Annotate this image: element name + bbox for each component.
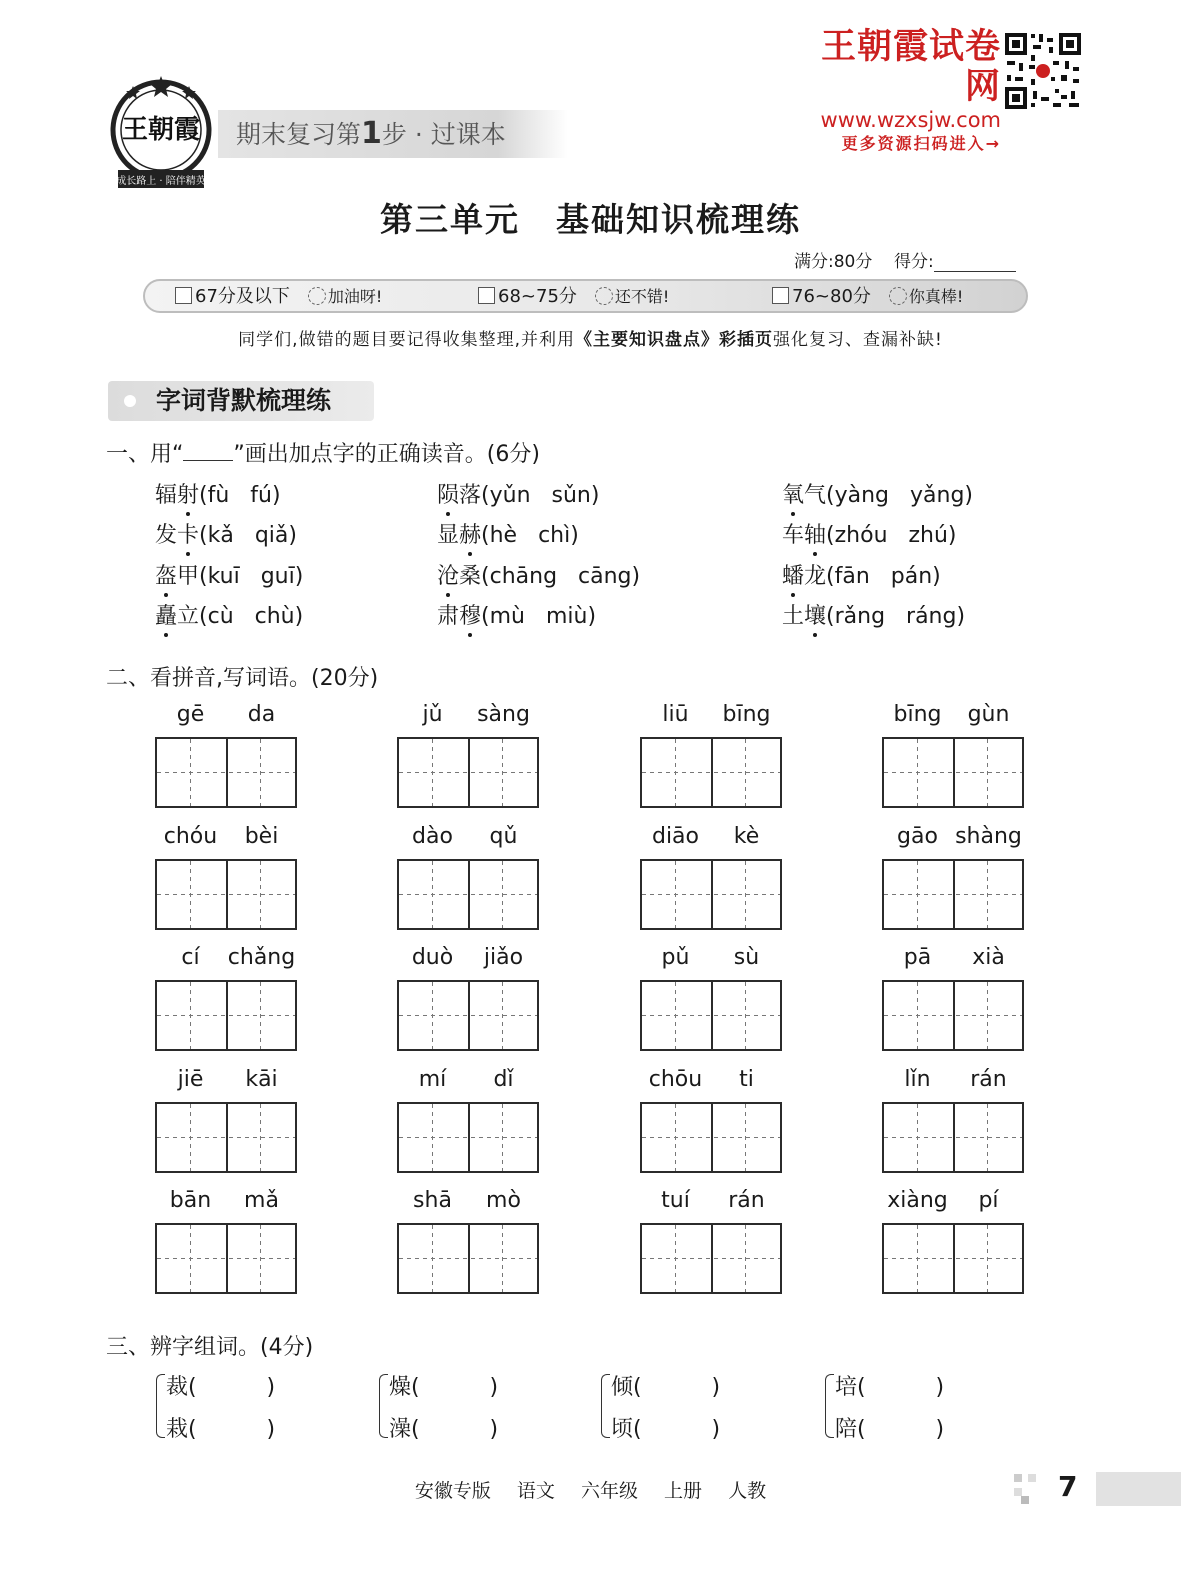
pinyin-syllable: sàng	[477, 702, 530, 727]
pinyin-syllable: ti	[739, 1067, 754, 1092]
pinyin-syllable: jiǎo	[483, 945, 524, 970]
reading-item	[782, 518, 957, 549]
pinyin-syllable: gāo	[897, 824, 938, 849]
pinyin-syllable: bān	[169, 1188, 212, 1213]
pinyin-syllable: sù	[733, 945, 760, 970]
section-tab	[108, 381, 374, 421]
pinyin-syllable: diāo	[651, 824, 700, 849]
pinyin-syllable: xiàng	[887, 1188, 948, 1213]
tier-range: 67分及以下	[195, 286, 290, 307]
pinyin-syllable: da	[247, 702, 276, 727]
pinyin-options[interactable]: (yǔn sǔn)	[481, 483, 600, 508]
pinyin-options[interactable]: (yàng yǎng)	[826, 483, 973, 508]
word-char: 盔	[155, 564, 178, 589]
pinyin-syllable: bīng	[722, 702, 771, 727]
notice-text: 强化复习、查漏补缺!	[772, 330, 943, 350]
reading-item	[437, 559, 640, 590]
writing-grid[interactable]	[155, 737, 297, 808]
pinyin-options[interactable]: (cù chù)	[199, 604, 304, 629]
word-char: 辐	[155, 483, 178, 508]
pinyin-label	[155, 945, 297, 970]
grade-tier	[772, 286, 963, 308]
tier-checkbox[interactable]	[772, 287, 789, 304]
pinyin-label	[397, 824, 539, 849]
pinyin-syllable: jiē	[177, 1067, 204, 1092]
word-char: 卡	[177, 523, 200, 548]
word-char: 壤	[804, 604, 827, 629]
pinyin-label	[397, 945, 539, 970]
brand-name: 王朝霞试卷网	[820, 27, 1001, 107]
pinyin-syllable: cí	[181, 945, 200, 970]
tier-message: 你真棒!	[908, 287, 964, 306]
reading-item	[782, 559, 941, 590]
reading-item	[155, 478, 281, 509]
word-char: 落	[459, 483, 482, 508]
word-char: 气	[804, 483, 827, 508]
q1-heading	[106, 437, 540, 468]
tier-message: 加油呀!	[327, 287, 383, 306]
pinyin-options[interactable]: (mù miù)	[481, 604, 597, 629]
practice-title: 基础知识梳理练	[556, 200, 801, 239]
section-label: 字词背默梳理练	[156, 386, 332, 415]
pinyin-syllable: kāi	[245, 1067, 278, 1092]
grade-tier	[478, 286, 669, 308]
word-blank[interactable]: 澡( )	[389, 1417, 499, 1442]
score-line	[794, 247, 1016, 272]
pinyin-label	[882, 1067, 1024, 1092]
pinyin-options[interactable]: (kuī guī)	[199, 564, 304, 589]
reading-item	[437, 599, 596, 630]
writing-grid[interactable]	[397, 980, 539, 1051]
pinyin-label	[397, 1067, 539, 1092]
smiley-icon	[889, 287, 907, 305]
word-char: 显	[437, 523, 460, 548]
brand-more-text: 更多资源扫码进入→	[841, 134, 1001, 153]
pinyin-syllable: dǐ	[493, 1067, 514, 1092]
writing-grid[interactable]	[640, 1223, 782, 1294]
pinyin-syllable: shàng	[955, 824, 1022, 849]
word-char: 蟠	[782, 564, 805, 589]
writing-grid[interactable]	[882, 1102, 1024, 1173]
writing-grid[interactable]	[397, 1223, 539, 1294]
writing-grid[interactable]	[640, 1102, 782, 1173]
writing-grid[interactable]	[155, 980, 297, 1051]
study-notice	[0, 325, 1181, 350]
underline-sample	[183, 456, 233, 461]
page-bar	[1096, 1472, 1181, 1506]
pinyin-label	[155, 1188, 297, 1213]
pinyin-label	[155, 1067, 297, 1092]
page-number: 7	[1058, 1470, 1078, 1503]
pinyin-syllable: mò	[486, 1188, 521, 1213]
writing-grid[interactable]	[397, 1102, 539, 1173]
char-pair	[156, 1370, 376, 1450]
pinyin-syllable: dào	[412, 824, 453, 849]
pinyin-options[interactable]: (kǎ qiǎ)	[199, 523, 297, 548]
q1-label-post: ”画出加点字的正确读音。(6分)	[233, 442, 540, 467]
pinyin-syllable: mǎ	[244, 1188, 279, 1213]
tier-range: 68~75分	[498, 286, 577, 307]
char-pair	[379, 1370, 599, 1450]
footer-info	[0, 1476, 1181, 1503]
smiley-icon	[595, 287, 613, 305]
word-char: 发	[155, 523, 178, 548]
pinyin-syllable: qǔ	[489, 824, 518, 849]
pinyin-label	[640, 1188, 782, 1213]
word-char: 氧	[782, 483, 805, 508]
score-blank[interactable]	[934, 253, 1016, 272]
tier-checkbox[interactable]	[175, 287, 192, 304]
brace-icon	[825, 1374, 834, 1438]
pinyin-syllable: gē	[176, 702, 205, 727]
pinyin-label	[882, 824, 1024, 849]
page-title	[0, 194, 1181, 241]
pinyin-label	[882, 1188, 1024, 1213]
banner-suffix: 步 · 过课本	[381, 120, 506, 149]
footer-volume: 上册	[664, 1480, 703, 1502]
reading-item	[155, 518, 297, 549]
brand-block	[786, 27, 1001, 155]
svg-text:王朝霞: 王朝霞	[121, 115, 201, 145]
writing-grid[interactable]	[640, 980, 782, 1051]
footer-subject: 语文	[516, 1480, 555, 1502]
pinyin-options[interactable]: (fān pán)	[826, 564, 941, 589]
pinyin-syllable: xià	[972, 945, 1005, 970]
writing-grid[interactable]	[882, 859, 1024, 930]
tier-message: 还不错!	[614, 287, 670, 306]
pinyin-syllable: mí	[418, 1067, 447, 1092]
word-char: 甲	[177, 564, 200, 589]
pinyin-label	[640, 702, 782, 727]
pinyin-syllable: pā	[903, 945, 932, 970]
grade-tier-bar	[143, 279, 1028, 313]
reading-item	[437, 518, 579, 549]
word-blank[interactable]: 顷( )	[611, 1417, 721, 1442]
word-char: 穆	[459, 604, 482, 629]
writing-grid[interactable]	[882, 1223, 1024, 1294]
pinyin-options[interactable]: (fù fú)	[199, 483, 281, 508]
banner-step-number: 1	[361, 116, 382, 151]
q1-label-pre: 一、用“	[106, 442, 184, 467]
notice-highlight: 《主要知识盘点》彩插页	[574, 330, 773, 350]
pinyin-syllable: tuí	[661, 1188, 690, 1213]
pinyin-label	[155, 824, 297, 849]
pinyin-syllable: liū	[662, 702, 689, 727]
word-blank[interactable]: 裁( )	[166, 1375, 276, 1400]
pinyin-syllable: bèi	[244, 824, 279, 849]
brace-icon	[379, 1374, 388, 1438]
pinyin-syllable: duò	[411, 945, 454, 970]
pinyin-options[interactable]: (hè chì)	[481, 523, 579, 548]
char-pair	[825, 1370, 1045, 1450]
pinyin-syllable: kè	[733, 824, 760, 849]
pinyin-syllable: lǐn	[904, 1067, 931, 1092]
pinyin-label	[640, 824, 782, 849]
pinyin-syllable: bīng	[893, 702, 942, 727]
pinyin-label	[397, 702, 539, 727]
writing-grid[interactable]	[640, 859, 782, 930]
brace-icon	[156, 1374, 165, 1438]
wangzhaoxia-seal-logo	[108, 72, 214, 192]
word-char: 沧	[437, 564, 460, 589]
word-char: 桑	[459, 564, 482, 589]
pinyin-options[interactable]: (rǎng ráng)	[826, 604, 966, 629]
tier-checkbox[interactable]	[478, 287, 495, 304]
pinyin-syllable: rán	[728, 1188, 765, 1213]
reading-item	[437, 478, 599, 509]
pinyin-label	[155, 702, 297, 727]
word-char: 轴	[804, 523, 827, 548]
pinyin-options[interactable]: (chāng cāng)	[481, 564, 641, 589]
brand-url[interactable]: www.wzxsjw.com	[820, 108, 1001, 132]
word-blank[interactable]: 栽( )	[166, 1417, 276, 1442]
word-blank[interactable]: 燥( )	[389, 1375, 499, 1400]
writing-grid[interactable]	[397, 737, 539, 808]
word-char: 立	[177, 604, 200, 629]
writing-grid[interactable]	[155, 859, 297, 930]
brace-icon	[601, 1374, 610, 1438]
writing-grid[interactable]	[155, 1223, 297, 1294]
footer-publisher: 人教	[728, 1480, 767, 1502]
tier-range: 76~80分	[792, 286, 871, 307]
word-blank[interactable]: 陪( )	[835, 1417, 945, 1442]
reading-item	[782, 478, 973, 509]
pinyin-label	[882, 945, 1024, 970]
banner-prefix: 期末复习第	[236, 120, 362, 149]
pinyin-syllable: rán	[970, 1067, 1007, 1092]
pinyin-syllable: pí	[978, 1188, 999, 1213]
word-char: 陨	[437, 483, 460, 508]
word-char: 赫	[459, 523, 482, 548]
word-char: 肃	[437, 604, 460, 629]
notice-text: 同学们,做错的题目要记得收集整理,并利用	[238, 330, 575, 350]
word-char: 射	[177, 483, 200, 508]
word-char: 车	[782, 523, 805, 548]
tab-dot-icon	[124, 395, 136, 407]
writing-grid[interactable]	[882, 737, 1024, 808]
char-pair	[601, 1370, 821, 1450]
pinyin-syllable: chǎng	[227, 945, 296, 970]
pinyin-syllable: pǔ	[661, 945, 690, 970]
pinyin-label	[397, 1188, 539, 1213]
qr-code[interactable]	[1003, 31, 1083, 111]
reading-item	[155, 599, 303, 630]
word-char: 矗	[155, 604, 178, 629]
pinyin-label	[882, 702, 1024, 727]
word-char: 龙	[804, 564, 827, 589]
pinyin-syllable: chōu	[648, 1067, 703, 1092]
writing-grid[interactable]	[155, 1102, 297, 1173]
writing-grid[interactable]	[640, 737, 782, 808]
reading-item	[155, 559, 303, 590]
svg-text:成长路上 · 陪伴精英: 成长路上 · 陪伴精英	[116, 176, 206, 187]
pinyin-label	[640, 1067, 782, 1092]
corner-squares-icon	[1014, 1474, 1044, 1504]
writing-grid[interactable]	[882, 980, 1024, 1051]
score-label: 得分:	[893, 252, 934, 272]
q2-heading: 二、看拼音,写词语。(20分)	[106, 666, 379, 691]
smiley-icon	[308, 287, 326, 305]
pinyin-label	[640, 945, 782, 970]
unit-title: 第三单元	[380, 200, 520, 239]
pinyin-syllable: jǔ	[422, 702, 443, 727]
pinyin-syllable: chóu	[163, 824, 218, 849]
grade-tier	[175, 286, 382, 308]
stage-banner	[218, 110, 568, 158]
writing-grid[interactable]	[397, 859, 539, 930]
pinyin-options[interactable]: (zhóu zhú)	[826, 523, 957, 548]
word-blank[interactable]: 倾( )	[611, 1375, 721, 1400]
q3-heading: 三、辨字组词。(4分)	[106, 1335, 314, 1360]
reading-item	[782, 599, 965, 630]
footer-edition: 安徽专版	[414, 1480, 491, 1502]
pinyin-syllable: gùn	[967, 702, 1010, 727]
word-char: 土	[782, 604, 805, 629]
footer-grade: 六年级	[580, 1480, 638, 1502]
word-blank[interactable]: 培( )	[835, 1375, 945, 1400]
full-score: 满分:80分	[794, 252, 873, 272]
pinyin-syllable: shā	[413, 1188, 452, 1213]
